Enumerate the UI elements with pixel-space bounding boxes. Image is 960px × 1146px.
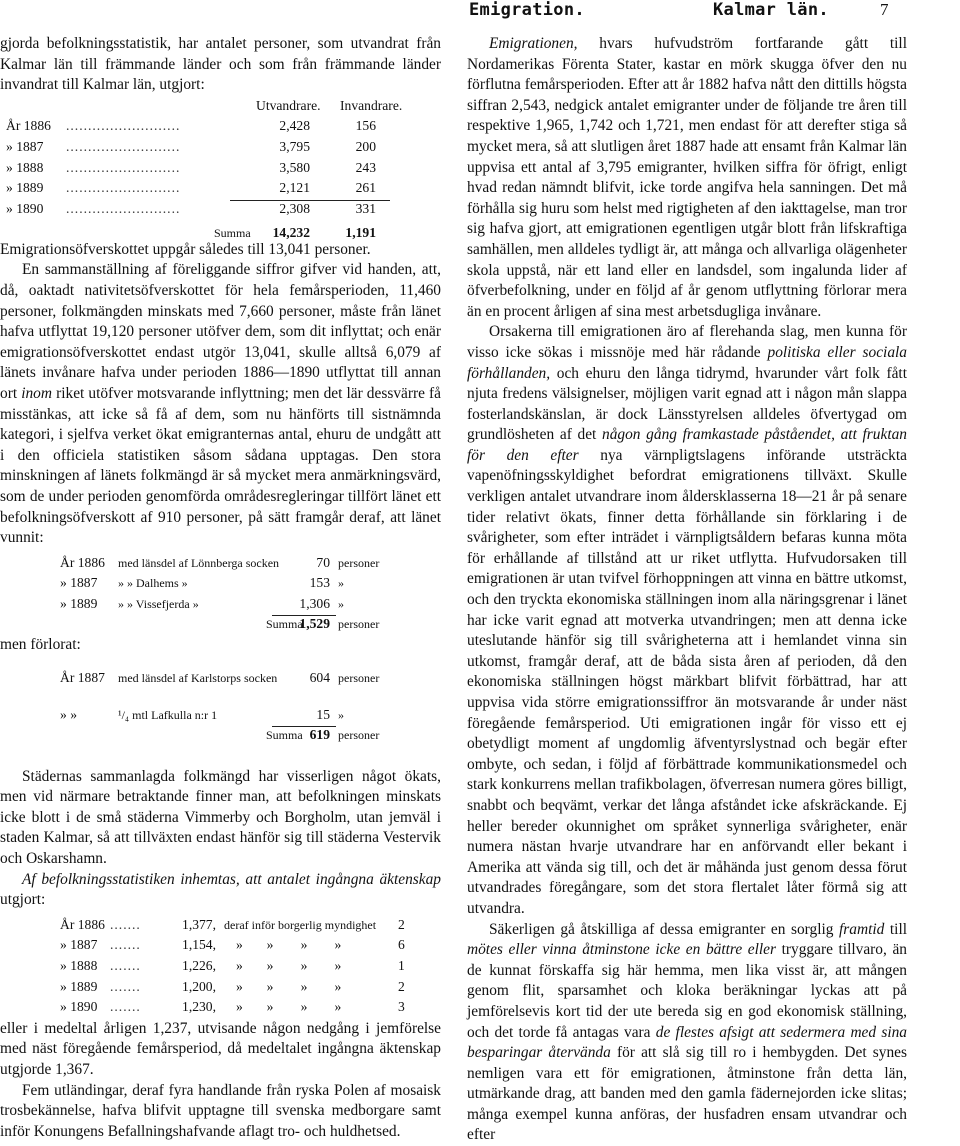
- row-year: » 1889: [60, 978, 98, 994]
- sum-unit: personer: [338, 728, 380, 743]
- lost-label-row: [0, 635, 441, 656]
- table-row: » 1890 .......................... 2,308 331: [0, 199, 441, 220]
- row-place: » » Dalhems »: [118, 576, 188, 591]
- sum-unit: personer: [338, 617, 380, 632]
- row-immigrants: 243: [355, 159, 376, 175]
- header-section-title: Emigration.: [469, 0, 585, 20]
- territory-table-lost: [0, 705, 441, 767]
- paragraph: [0, 260, 441, 548]
- sum-label: Summa: [266, 728, 303, 743]
- table-row: » 1888 .......................... 3,580 243: [0, 158, 441, 179]
- row-unit: personer: [338, 555, 380, 570]
- row-civil: 6: [398, 937, 405, 953]
- sum-label: Summa: [214, 226, 251, 241]
- table-row: » 1890 ....... 1,230, » » » » 3: [0, 997, 441, 1018]
- table-row: » 1887 ....... 1,154, » » » » 6: [0, 935, 441, 956]
- row-place: » » Vissefjerda »: [118, 596, 199, 611]
- migration-table: [0, 96, 441, 240]
- emphasis: mötes eller vinna: [467, 941, 577, 959]
- row-value: 1,306: [299, 595, 330, 611]
- paragraph-text: Orsakerna till emigrationen äro af flerehanda slag, men kunna för visso icke sökas i missnöje med här rådande: [467, 323, 907, 361]
- row-value: 70: [316, 554, 330, 570]
- row-year: » 1889: [60, 595, 98, 611]
- row-value: 1,230,: [182, 999, 216, 1015]
- row-year: » 1887: [60, 575, 98, 591]
- sum-immigrants: 1,191: [345, 225, 376, 241]
- table-row: [0, 573, 441, 594]
- row-label: » 1887: [6, 138, 44, 154]
- row-value: 15: [316, 706, 330, 722]
- row-value: 604: [309, 669, 330, 685]
- page-header: [0, 0, 960, 22]
- paragraph: [467, 322, 907, 919]
- row-civil: 2: [398, 978, 405, 994]
- table-row: » 1889 .......................... 2,121 261: [0, 178, 441, 199]
- row-place: med länsdel af Karlstorps socken: [118, 670, 278, 685]
- paragraph: Fem utländingar, deraf fyra handlande från ryska Polen af mosaisk trosbekännelse, hafva blifvit upptagne till svenska medborgare samt inför Konungens Befallningshafvande aflagt tro- och huldhetsed.: [0, 1081, 441, 1140]
- row-place: ¹/₄ mtl Lafkulla n:r 1: [118, 707, 218, 722]
- row-year: År 1887: [60, 669, 105, 685]
- sum-row: [0, 223, 441, 244]
- left-column: [0, 34, 441, 1142]
- row-unit: »: [338, 596, 344, 611]
- territory-table: [0, 553, 441, 725]
- sum-row: [0, 725, 441, 746]
- table-row: [0, 668, 441, 689]
- table-row: [0, 594, 441, 615]
- paragraph: Emigrationsöfverskottet uppgår således till 13,041 personer.: [0, 240, 371, 258]
- sum-value: 1,529: [299, 616, 330, 632]
- row-label: » 1890: [6, 200, 44, 216]
- row-civil: 3: [398, 999, 405, 1015]
- emphasis: politiska eller sociala förhållanden,: [467, 343, 907, 382]
- row-label: » 1888: [6, 159, 44, 175]
- row-emigrants: 3,795: [279, 138, 310, 154]
- sum-value: 619: [309, 727, 330, 743]
- sum-emigrants: 14,232: [272, 225, 310, 241]
- table-row: » 1887 .......................... 3,795 200: [0, 137, 441, 158]
- emphasis: framtid: [839, 920, 885, 938]
- paragraph: Städernas sammanlagda folkmängd har visserligen något ökats, men vid närmare betraktande finner man, att befolkningen minskats icke blott i de små städerna Vimmerby och Borgholm, utan jemväl i staden Kalmar, så att tillväxten endast hänför sig till städerna Vestervik och Oskarshamn.: [0, 767, 441, 868]
- paragraph-text: riket utöfver motsvarande inflyttning; men det lär dessvärre få misstänkas, att icke så få af dem, som nu hänförts till sistnämnda kategori, i sjelfva verket ökat emigranternas antal, ehuru de undgått att i den officiela statistiken såsom sådana upptagas. Den stora minskningen af länets folkmängd är så mycket mera anmärkningsvärd, som de under perioden genomförda områdesregleringar tillfört länet ett befolkningsöfverskott af 910 personer, på sätt framgår deraf, att länet vunnit:: [0, 384, 441, 547]
- table-row: » 1889 ....... 1,200, » » » » 2: [0, 977, 441, 998]
- row-unit: personer: [338, 670, 380, 685]
- row-value: 1,200,: [182, 978, 216, 994]
- row-label: År 1886: [6, 118, 51, 134]
- civil-note: deraf inför borgerlig myndighet: [224, 917, 377, 932]
- paragraph-text: för att slå sig till ro i hembygden. Det synes nemligen vara ett för emigrationen, åtminstone från detta län, utmärkande drag, att banden med den gamla fädernejorden icke slitas; många exempel kunna anföras, der husfadren ensam utvandrar och efter: [467, 1044, 907, 1144]
- paragraph-text: utgjort:: [0, 891, 46, 909]
- row-emigrants: 3,580: [279, 159, 310, 175]
- row-civil: 1: [398, 958, 405, 974]
- row-year: År 1886: [60, 916, 105, 932]
- paragraph: [0, 870, 441, 911]
- row-unit: »: [338, 707, 344, 722]
- emphasis: Af befolkningsstatistiken inhemtas, att antalet: [22, 870, 311, 888]
- paragraph: eller i medeltal årligen 1,237, utvisande någon nedgång i jemförelse med näst föregående femårsperiod, då medeltalet ingångna äktenskap utgjorde 1,367.: [0, 1019, 441, 1079]
- row-year: » 1888: [60, 958, 98, 974]
- paragraph-text: nya värnpligtslagens införande utsträckta vapenöfningsskyldighet befordrat emigrationens tillväxt. Skulle verkligen antalet utvandrare inom åldersklasserna 18—21 år på senare tider relativt ökats, finner detta förhållande sin förklaring i de svårigheter, som efter inträdet i värnpligtsåldern befaras kunna möta för erhållande af tillstånd att ur riket utflytta. Hufvudorsaken till emigrationen är utan tvifvel förhoppningen att vinna en bättre utkomst, och den tryckta ekonomiska ställningen inom alla näringsgrenar i länet har icke varit egnad att motverka utvandringen; men att denna icke uteslutande hänför sig till svårigheterna att i hemlandet vinna sin utkomst, framgår deraf, att de båda sista åren af perioden, då den ekonomiska ställningen högst märkbart blifvit förbättrad, har att uppvisa vida större emigrationssiffror än motsvarande år under näst föregående femårsperiod. Uti emigrationen ingår för visso ett ej obetydligt moment af ungdomlig äfventyrslystnad och begär efter ombyte, och sedan, i följd af förbättrade kommunikationsmedel och stark konkurrens mellan trafikbolagen, öfverresan numera göres billigt, snabbt och beqvämt, verkar det långa afståndet icke afskräckande. Ej heller bereder okunnighet om språket synnerliga svårigheter, enär numera nästan hvarje utvandrare har en anförvandt eller bekant i Amerika att vända sig till, och det är måhända just genom dessa förut utvandrades föregångare, som det stora flertalet låter förmå sig att utvandra.: [467, 446, 907, 917]
- emphasis: ingångna äktenskap: [315, 870, 441, 888]
- emphasis: de flestes afsigt att sedermera med sina besparingar återvända: [467, 1023, 907, 1062]
- row-value: 1,154,: [182, 937, 216, 953]
- table-row: [0, 553, 441, 574]
- row-civil: 2: [398, 916, 405, 932]
- row-year: » »: [60, 706, 77, 722]
- row-unit: »: [338, 576, 344, 591]
- row-immigrants: 200: [355, 138, 376, 154]
- row-emigrants: 2,121: [279, 180, 310, 196]
- row-emigrants: 2,428: [279, 118, 310, 134]
- paragraph-text: och ehuru den långa tidrymd, hvarunder vårt folk fått njuta fredens välsignelser, möjligen varit egnad att i någon mån slappa fosterlandskänslan, är dock Länsstyrelsen alldeles öfvertygad om grundlösheten af det: [467, 364, 907, 444]
- row-emigrants: 2,308: [279, 200, 310, 216]
- row-value: 1,377,: [182, 916, 216, 932]
- paragraph: [467, 920, 907, 1146]
- sum-label: Summa: [266, 617, 303, 632]
- header-county-title: Kalmar län.: [713, 0, 829, 20]
- row-value: 1,226,: [182, 958, 216, 974]
- emphasis: någon gång framkastade påståendet, att fruktan för den efter: [467, 426, 907, 464]
- row-immigrants: 331: [355, 200, 376, 216]
- col-header-emigrants: Utvandrare.: [256, 97, 321, 113]
- row-immigrants: 261: [355, 180, 376, 196]
- paragraph: [467, 34, 907, 322]
- row-year: » 1890: [60, 999, 98, 1015]
- row-value: 153: [309, 575, 330, 591]
- emphasis: åtminstone icke en bättre eller: [582, 941, 776, 959]
- sum-rule: [230, 200, 390, 201]
- emphasis: inom: [21, 384, 52, 402]
- paragraph-text: till: [889, 920, 907, 938]
- emphasis: Emigrationen,: [489, 35, 578, 52]
- table-row: År 1886 ....... 1,377, deraf inför borgerlig myndighet 2: [0, 915, 441, 936]
- paragraph-text: Säkerligen gå åtskilliga af dessa emigranter en sorglig: [489, 920, 834, 938]
- paragraph-text: En sammanställning af föreliggande siffror gifver vid handen, att, då, oaktadt nativitetsöfverskottet för hela femårsperioden, 11,460 personer, folkmängden minskats med 7,660 personer, måste från länet hafva utflyttat 19,120 personer utöfver dem, som dit inflyttat; och enär emigrationsöfverskottet endast utgör 13,041, skulle alltså 6,079 af länets invånare hafva under perioden 1886—1890 utflyttat till annan ort: [0, 261, 441, 402]
- row-year: » 1887: [60, 937, 98, 953]
- sum-row: [0, 614, 441, 635]
- page-number: 7: [880, 0, 889, 19]
- row-immigrants: 156: [355, 118, 376, 134]
- col-header-immigrants: Invandrare.: [340, 97, 403, 113]
- table-row: År 1886 .......................... 2,428 156: [0, 116, 441, 137]
- paragraph-text: tryggare tillvaro, än de kunnat förskaffa sig här hemma, men lika visst är, att mången genom flit, sparsamhet och kloka beräkningar lyckas att på jemförelsevis kort tid der ute bereda sig en god ekonomisk ställning, och det torde få antagas vara: [467, 941, 907, 1041]
- table-row: » 1888 ....... 1,226, » » » » 1: [0, 956, 441, 977]
- intro-paragraph: gjorda befolkningsstatistik, har antalet personer, som utvandrat från Kalmar län till främmande länder och som från främmande länder invandrat till Kalmar län, utgjort:: [0, 35, 441, 94]
- migration-table-header: [0, 96, 441, 117]
- lost-label: men förlorat:: [0, 636, 81, 654]
- right-column: [467, 34, 907, 1146]
- row-year: År 1886: [60, 554, 105, 570]
- table-row: [0, 705, 441, 726]
- marriage-table: [0, 915, 441, 1019]
- paragraph-text: hvars hufvudström fortfarande gått till Nordamerikas Förenta Stater, kastar en mörk skugga öfver den nu förflutna femårsperioden. Efter att år 1882 hafva nått den dittills högsta siffran 2,543, nedgick antalet emigranter under de följande tre åren till respektive 1,965, 1,742 och 1,721, men endast för att derefter stiga så mycket mera, så att slutligen året 1887 hade att ensamt från Kalmar län uppvisa ett antal af 3,795 emigranter, hvilken siffra för öfrigt, enligt hvad redan nämndt blifvit, icke torde angifva hela sanningen. Det må förhålla sig huru som helst med rigtigheten af den iakttagelse, man tror sig hafva gjort, att emigrationen egentligen utgår blott från lifskraftiga samhällen, men alldeles tydligt är, att många och allvarliga olägenheter skola uppstå, när ett land eller en landsdel, som ingalunda lider af öfverbefolkning, under en följd af år genom utflyttning förlorar mera än en procent årligen af sina mest arbetsdugliga invånare.: [467, 35, 907, 320]
- row-label: » 1889: [6, 180, 44, 196]
- row-place: med länsdel af Lönnberga socken: [118, 555, 280, 570]
